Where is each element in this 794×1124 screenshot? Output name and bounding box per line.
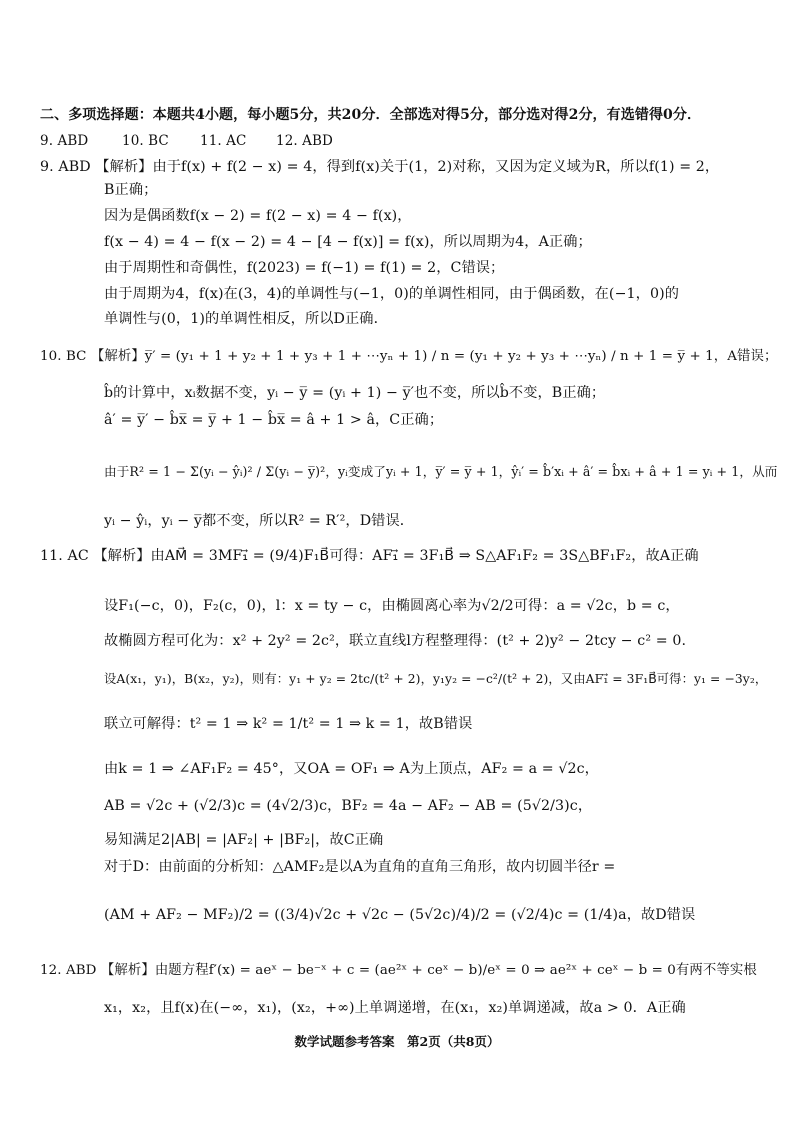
- q10-line-2: b̂的计算中，xᵢ数据不变，yᵢ − y̅ = (yᵢ + 1) − y̅′也不变，所以b̂不变，B正确；: [104, 385, 606, 401]
- q11-line-9: 对于D：由前面的分析知：△AMF₂是以A为直角的直角三角形，故内切圆半径r =: [104, 859, 616, 875]
- answer-10: 10. BC: [122, 133, 169, 149]
- q9-line-1: 9. ABD 【解析】由于f(x) + f(2 − x) = 4，得到f(x)关于(1，2)对称，又因为定义域为R，所以f(1) = 2，: [40, 159, 720, 175]
- q10-line-3: â′ = y̅′ − b̂x̅ = y̅ + 1 − b̂x̅ = â + 1 > â，C正确；: [104, 412, 444, 428]
- q11-line-7: AB = √2c + (√2/3)c = (4√2/3)c，BF₂ = 4a − AF₂ − AB = (5√2/3)c，: [104, 798, 593, 814]
- q9-line-4: f(x − 4) = 4 − f(x − 2) = 4 − [4 − f(x)] = f(x)，所以周期为4，A正确；: [104, 234, 592, 250]
- answer-12: 12. ABD: [276, 133, 333, 149]
- q10-line-5: yᵢ − ŷᵢ，yᵢ − y̅都不变，所以R² = R′²，D错误．: [104, 513, 415, 529]
- q11-line-2: 设F₁(−c，0)，F₂(c，0)，l：x = ty − c，由椭圆离心率为√2/2可得：a = √2c，b = c，: [104, 598, 680, 614]
- section-heading: 二、多项选择题：本题共4小题，每小题5分，共20分．全部选对得5分，部分选对得2分，有选错得0分．: [40, 107, 702, 123]
- q10-line-4: 由于R² = 1 − Σ(yᵢ − ŷᵢ)² / Σ(yᵢ − y̅)²，yᵢ变成了yᵢ + 1，y̅′ = y̅ + 1，ŷᵢ′ = b̂′xᵢ + â′ = b̂xᵢ + â + 1 = yᵢ + 1，从而: [104, 464, 778, 479]
- page-footer: 数学试题参考答案 第2页（共8页）: [294, 1034, 500, 1049]
- q11-line-3: 故椭圆方程可化为：x² + 2y² = 2c²，联立直线l方程整理得：(t² + 2)y² − 2tcy − c² = 0.: [104, 633, 687, 649]
- q11-line-1: 11. AC 【解析】由AM⃗ = 3MF₁⃗ = (9/4)F₁B⃗可得：AF₁⃗ = 3F₁B⃗ ⇒ S△AF₁F₂ = 3S△BF₁F₂，故A正确: [40, 548, 699, 564]
- q9-line-3: 因为是偶函数f(x − 2) = f(2 − x) = 4 − f(x)，: [104, 208, 412, 224]
- q9-line-2: B正确；: [104, 182, 158, 198]
- q9-line-6: 由于周期为4，f(x)在(3，4)的单调性与(−1，0)的单调性相同，由于偶函数，在(−1，0)的: [104, 286, 680, 302]
- q12-line-2: x₁，x₂，且f(x)在(−∞，x₁)，(x₂，+∞)上单调递增，在(x₁，x₂)单调递减，故a > 0．A正确: [104, 1000, 686, 1016]
- answer-9: 9. ABD: [40, 133, 89, 149]
- q11-line-6: 由k = 1 ⇒ ∠AF₁F₂ = 45°，又OA = OF₁ ⇒ A为上顶点，AF₂ = a = √2c，: [104, 761, 599, 777]
- q11-line-4: 设A(x₁，y₁)，B(x₂，y₂)，则有：y₁ + y₂ = 2tc/(t² + 2)，y₁y₂ = −c²/(t² + 2)，又由AF₁⃗ = 3F₁B⃗可得：y₁ = −3y₂，: [104, 672, 768, 686]
- q12-line-1: 12. ABD 【解析】由题方程f′(x) = aeˣ − be⁻ˣ + c = (ae²ˣ + ceˣ − b)/eˣ = 0 ⇒ ae²ˣ + ceˣ − b = 0有两不等实根: [40, 963, 757, 978]
- q9-line-5: 由于周期性和奇偶性，f(2023) = f(−1) = f(1) = 2，C错误；: [104, 260, 505, 276]
- q10-line-1: 10. BC 【解析】y̅′ = (y₁ + 1 + y₂ + 1 + y₃ + 1 + ⋯yₙ + 1) / n = (y₁ + y₂ + y₃ + ⋯yₙ) / n + 1 = y̅ + 1，A错误；: [40, 349, 778, 364]
- q11-line-10: (AM + AF₂ − MF₂)/2 = ((3/4)√2c + √2c − (5√2c)/4)/2 = (√2/4)c = (1/4)a，故D错误: [104, 907, 696, 923]
- q9-line-7: 单调性与(0，1)的单调性相反，所以D正确．: [104, 311, 388, 327]
- answer-11: 11. AC: [200, 133, 247, 149]
- q11-line-5: 联立可解得：t² = 1 ⇒ k² = 1/t² = 1 ⇒ k = 1，故B错误: [104, 716, 473, 732]
- q11-line-8: 易知满足2|AB| = |AF₂| + |BF₂|，故C正确: [104, 832, 384, 848]
